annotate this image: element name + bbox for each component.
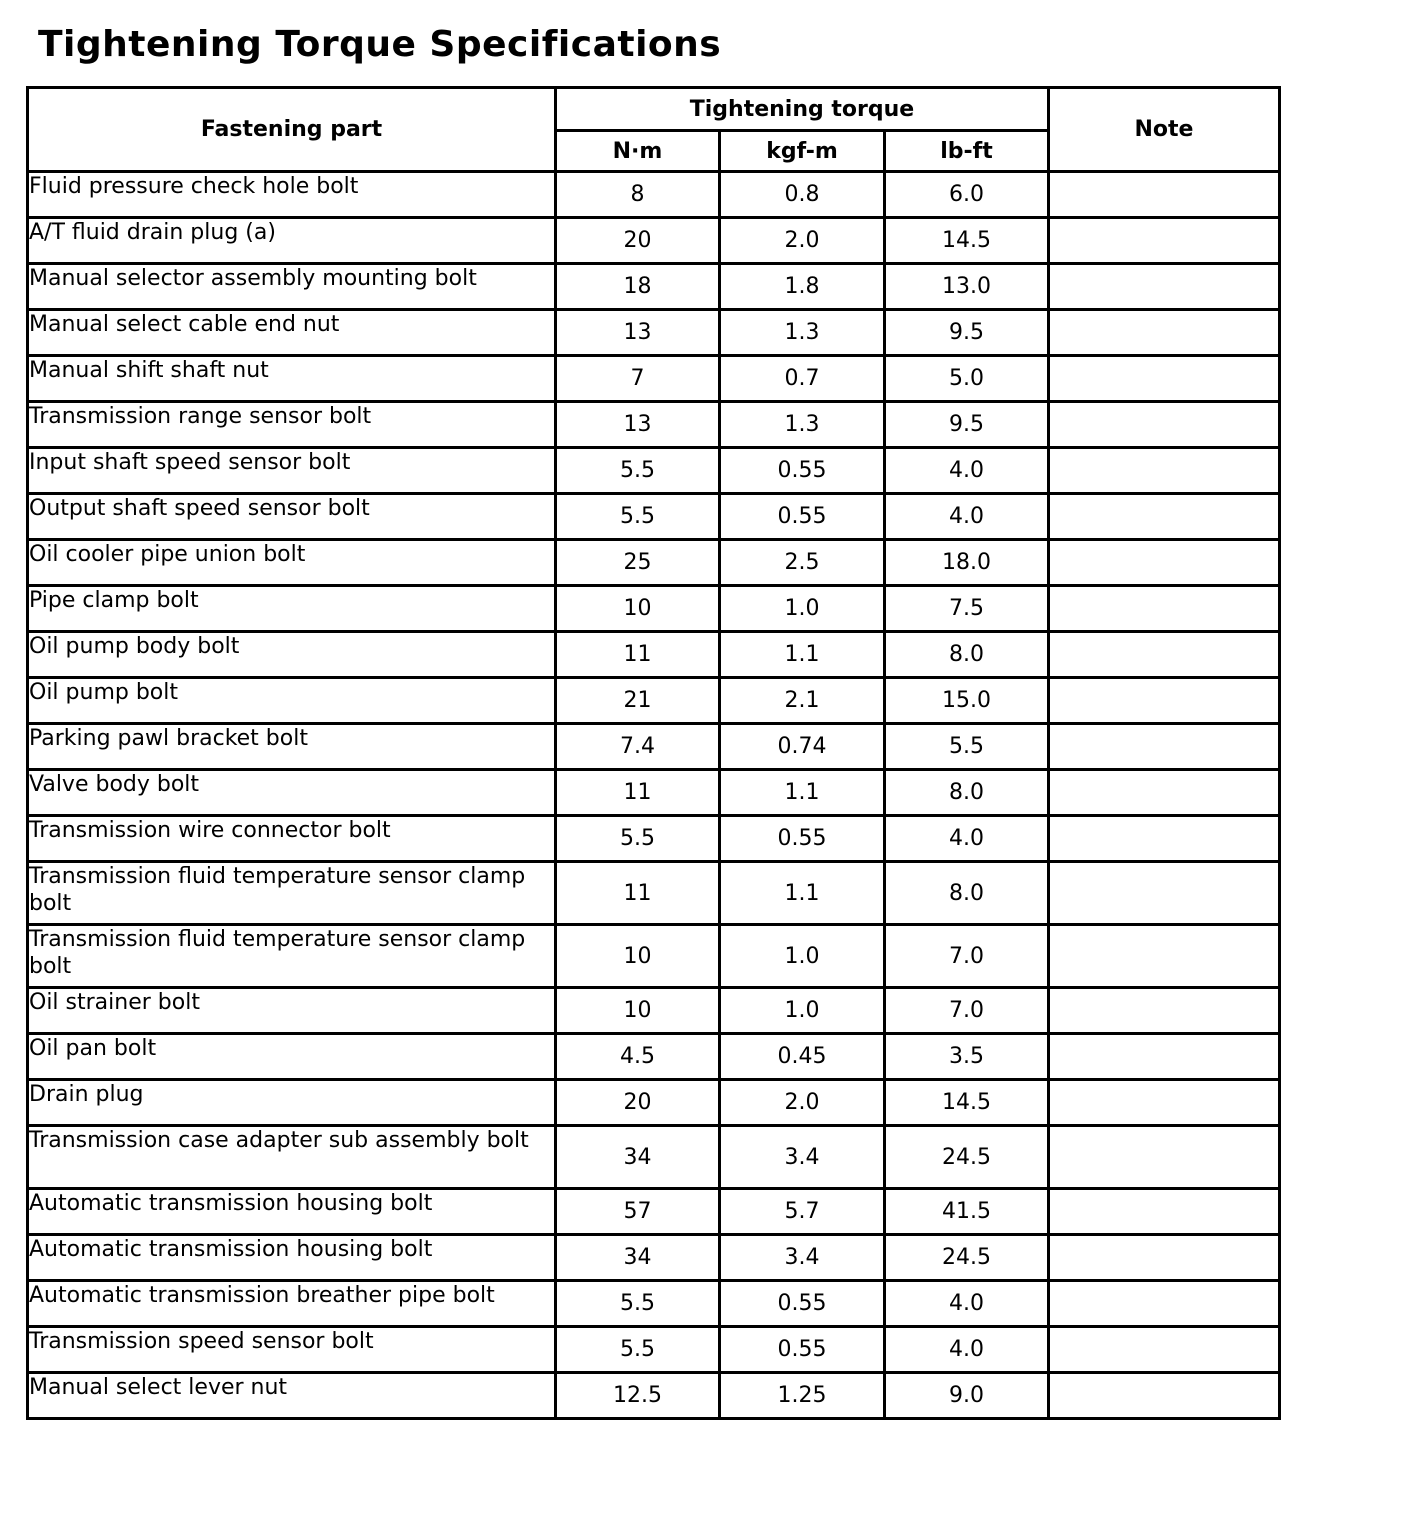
torque-lbft-cell: 5.0 bbox=[885, 356, 1049, 402]
note-cell bbox=[1049, 356, 1280, 402]
note-cell bbox=[1049, 1281, 1280, 1327]
torque-lbft-cell: 24.5 bbox=[885, 1126, 1049, 1189]
torque-lbft-cell: 8.0 bbox=[885, 770, 1049, 816]
torque-lbft-cell: 8.0 bbox=[885, 862, 1049, 925]
torque-kgfm-cell: 5.7 bbox=[720, 1189, 885, 1235]
torque-nm-cell: 57 bbox=[556, 1189, 720, 1235]
torque-spec-table bbox=[26, 86, 1281, 1420]
table-row bbox=[28, 448, 1280, 494]
fastening-part-cell: A/T fluid drain plug (a) bbox=[28, 218, 556, 264]
torque-kgfm-cell: 1.1 bbox=[720, 770, 885, 816]
note-cell bbox=[1049, 816, 1280, 862]
torque-nm-cell: 4.5 bbox=[556, 1034, 720, 1080]
torque-kgfm-cell: 0.55 bbox=[720, 494, 885, 540]
torque-kgfm-cell: 1.1 bbox=[720, 862, 885, 925]
table-row bbox=[28, 925, 1280, 988]
torque-lbft-cell: 9.5 bbox=[885, 310, 1049, 356]
note-cell bbox=[1049, 678, 1280, 724]
torque-lbft-cell: 15.0 bbox=[885, 678, 1049, 724]
table-row bbox=[28, 816, 1280, 862]
torque-kgfm-cell: 0.74 bbox=[720, 724, 885, 770]
note-cell bbox=[1049, 1126, 1280, 1189]
header-fastening-part: Fastening part bbox=[28, 88, 556, 172]
torque-nm-cell: 11 bbox=[556, 770, 720, 816]
note-cell bbox=[1049, 632, 1280, 678]
torque-lbft-cell: 8.0 bbox=[885, 632, 1049, 678]
note-cell bbox=[1049, 988, 1280, 1034]
fastening-part-cell: Oil pump body bolt bbox=[28, 632, 556, 678]
torque-kgfm-cell: 1.8 bbox=[720, 264, 885, 310]
table-row bbox=[28, 678, 1280, 724]
fastening-part-cell: Transmission range sensor bolt bbox=[28, 402, 556, 448]
page-title: Tightening Torque Specifications bbox=[38, 24, 722, 65]
torque-lbft-cell: 4.0 bbox=[885, 816, 1049, 862]
torque-kgfm-cell: 0.55 bbox=[720, 1281, 885, 1327]
fastening-part-cell: Manual select lever nut bbox=[28, 1373, 556, 1419]
torque-lbft-cell: 14.5 bbox=[885, 218, 1049, 264]
note-cell bbox=[1049, 494, 1280, 540]
fastening-part-cell: Parking pawl bracket bolt bbox=[28, 724, 556, 770]
note-cell bbox=[1049, 1034, 1280, 1080]
table-row bbox=[28, 632, 1280, 678]
torque-lbft-cell: 3.5 bbox=[885, 1034, 1049, 1080]
torque-nm-cell: 5.5 bbox=[556, 494, 720, 540]
note-cell bbox=[1049, 1373, 1280, 1419]
table-row bbox=[28, 1281, 1280, 1327]
fastening-part-cell: Automatic transmission housing bolt bbox=[28, 1235, 556, 1281]
note-cell bbox=[1049, 540, 1280, 586]
torque-nm-cell: 5.5 bbox=[556, 816, 720, 862]
note-cell bbox=[1049, 925, 1280, 988]
torque-lbft-cell: 4.0 bbox=[885, 448, 1049, 494]
torque-lbft-cell: 5.5 bbox=[885, 724, 1049, 770]
note-cell bbox=[1049, 1235, 1280, 1281]
note-cell bbox=[1049, 172, 1280, 218]
torque-nm-cell: 5.5 bbox=[556, 1281, 720, 1327]
header-tightening-torque: Tightening torque bbox=[556, 88, 1049, 131]
torque-lbft-cell: 24.5 bbox=[885, 1235, 1049, 1281]
fastening-part-cell: Transmission speed sensor bolt bbox=[28, 1327, 556, 1373]
table-row bbox=[28, 770, 1280, 816]
note-cell bbox=[1049, 586, 1280, 632]
torque-kgfm-cell: 3.4 bbox=[720, 1126, 885, 1189]
fastening-part-cell: Oil pump bolt bbox=[28, 678, 556, 724]
fastening-part-cell: Valve body bolt bbox=[28, 770, 556, 816]
torque-kgfm-cell: 2.0 bbox=[720, 1080, 885, 1126]
table-row bbox=[28, 494, 1280, 540]
torque-nm-cell: 18 bbox=[556, 264, 720, 310]
torque-lbft-cell: 14.5 bbox=[885, 1080, 1049, 1126]
torque-nm-cell: 13 bbox=[556, 310, 720, 356]
torque-nm-cell: 10 bbox=[556, 925, 720, 988]
header-unit-kgfm: kgf-m bbox=[720, 131, 885, 172]
table-row bbox=[28, 1373, 1280, 1419]
note-cell bbox=[1049, 402, 1280, 448]
torque-nm-cell: 10 bbox=[556, 586, 720, 632]
header-note: Note bbox=[1049, 88, 1280, 172]
fastening-part-cell: Automatic transmission breather pipe bolt bbox=[28, 1281, 556, 1327]
torque-lbft-cell: 4.0 bbox=[885, 1327, 1049, 1373]
table-header bbox=[28, 88, 1280, 172]
fastening-part-cell: Pipe clamp bolt bbox=[28, 586, 556, 632]
table-row bbox=[28, 988, 1280, 1034]
torque-lbft-cell: 9.0 bbox=[885, 1373, 1049, 1419]
torque-kgfm-cell: 0.55 bbox=[720, 816, 885, 862]
torque-nm-cell: 34 bbox=[556, 1126, 720, 1189]
table-row bbox=[28, 1327, 1280, 1373]
table-row bbox=[28, 310, 1280, 356]
torque-nm-cell: 11 bbox=[556, 862, 720, 925]
torque-kgfm-cell: 0.55 bbox=[720, 1327, 885, 1373]
fastening-part-cell: Manual shift shaft nut bbox=[28, 356, 556, 402]
torque-nm-cell: 21 bbox=[556, 678, 720, 724]
torque-nm-cell: 13 bbox=[556, 402, 720, 448]
fastening-part-cell: Transmission fluid temperature sensor clamp bolt bbox=[28, 925, 556, 988]
table-row bbox=[28, 586, 1280, 632]
torque-kgfm-cell: 2.1 bbox=[720, 678, 885, 724]
torque-kgfm-cell: 1.0 bbox=[720, 925, 885, 988]
fastening-part-cell: Automatic transmission housing bolt bbox=[28, 1189, 556, 1235]
torque-kgfm-cell: 0.7 bbox=[720, 356, 885, 402]
torque-nm-cell: 7.4 bbox=[556, 724, 720, 770]
table-row bbox=[28, 540, 1280, 586]
note-cell bbox=[1049, 218, 1280, 264]
torque-nm-cell: 8 bbox=[556, 172, 720, 218]
torque-kgfm-cell: 2.5 bbox=[720, 540, 885, 586]
torque-lbft-cell: 7.0 bbox=[885, 925, 1049, 988]
fastening-part-cell: Transmission case adapter sub assembly bolt bbox=[28, 1126, 556, 1189]
note-cell bbox=[1049, 310, 1280, 356]
fastening-part-cell: Transmission fluid temperature sensor clamp bolt bbox=[28, 862, 556, 925]
fastening-part-cell: Oil pan bolt bbox=[28, 1034, 556, 1080]
torque-nm-cell: 20 bbox=[556, 1080, 720, 1126]
note-cell bbox=[1049, 264, 1280, 310]
torque-nm-cell: 25 bbox=[556, 540, 720, 586]
note-cell bbox=[1049, 448, 1280, 494]
note-cell bbox=[1049, 862, 1280, 925]
header-unit-nm: N·m bbox=[556, 131, 720, 172]
table-row bbox=[28, 862, 1280, 925]
table-row bbox=[28, 1126, 1280, 1189]
torque-lbft-cell: 41.5 bbox=[885, 1189, 1049, 1235]
table-row bbox=[28, 1189, 1280, 1235]
table-row bbox=[28, 402, 1280, 448]
torque-lbft-cell: 7.5 bbox=[885, 586, 1049, 632]
torque-nm-cell: 7 bbox=[556, 356, 720, 402]
torque-kgfm-cell: 0.8 bbox=[720, 172, 885, 218]
fastening-part-cell: Oil strainer bolt bbox=[28, 988, 556, 1034]
table-row bbox=[28, 1080, 1280, 1126]
torque-nm-cell: 12.5 bbox=[556, 1373, 720, 1419]
torque-nm-cell: 20 bbox=[556, 218, 720, 264]
torque-kgfm-cell: 1.0 bbox=[720, 988, 885, 1034]
torque-lbft-cell: 9.5 bbox=[885, 402, 1049, 448]
fastening-part-cell: Drain plug bbox=[28, 1080, 556, 1126]
fastening-part-cell: Output shaft speed sensor bolt bbox=[28, 494, 556, 540]
torque-kgfm-cell: 0.55 bbox=[720, 448, 885, 494]
fastening-part-cell: Manual selector assembly mounting bolt bbox=[28, 264, 556, 310]
fastening-part-cell: Transmission wire connector bolt bbox=[28, 816, 556, 862]
torque-kgfm-cell: 1.3 bbox=[720, 402, 885, 448]
table-row bbox=[28, 356, 1280, 402]
torque-nm-cell: 10 bbox=[556, 988, 720, 1034]
torque-kgfm-cell: 1.25 bbox=[720, 1373, 885, 1419]
note-cell bbox=[1049, 724, 1280, 770]
torque-lbft-cell: 6.0 bbox=[885, 172, 1049, 218]
torque-kgfm-cell: 1.3 bbox=[720, 310, 885, 356]
note-cell bbox=[1049, 1080, 1280, 1126]
note-cell bbox=[1049, 770, 1280, 816]
table-row bbox=[28, 1235, 1280, 1281]
torque-kgfm-cell: 1.0 bbox=[720, 586, 885, 632]
fastening-part-cell: Oil cooler pipe union bolt bbox=[28, 540, 556, 586]
note-cell bbox=[1049, 1189, 1280, 1235]
note-cell bbox=[1049, 1327, 1280, 1373]
torque-kgfm-cell: 1.1 bbox=[720, 632, 885, 678]
table-row bbox=[28, 172, 1280, 218]
fastening-part-cell: Manual select cable end nut bbox=[28, 310, 556, 356]
torque-nm-cell: 5.5 bbox=[556, 1327, 720, 1373]
torque-lbft-cell: 13.0 bbox=[885, 264, 1049, 310]
header-unit-lbft: lb-ft bbox=[885, 131, 1049, 172]
table-row bbox=[28, 724, 1280, 770]
torque-lbft-cell: 4.0 bbox=[885, 1281, 1049, 1327]
table-body bbox=[28, 172, 1280, 1419]
table-row bbox=[28, 1034, 1280, 1080]
table-row bbox=[28, 264, 1280, 310]
torque-kgfm-cell: 0.45 bbox=[720, 1034, 885, 1080]
torque-kgfm-cell: 3.4 bbox=[720, 1235, 885, 1281]
torque-kgfm-cell: 2.0 bbox=[720, 218, 885, 264]
torque-lbft-cell: 4.0 bbox=[885, 494, 1049, 540]
fastening-part-cell: Input shaft speed sensor bolt bbox=[28, 448, 556, 494]
torque-nm-cell: 34 bbox=[556, 1235, 720, 1281]
fastening-part-cell: Fluid pressure check hole bolt bbox=[28, 172, 556, 218]
torque-nm-cell: 11 bbox=[556, 632, 720, 678]
torque-lbft-cell: 18.0 bbox=[885, 540, 1049, 586]
torque-nm-cell: 5.5 bbox=[556, 448, 720, 494]
torque-lbft-cell: 7.0 bbox=[885, 988, 1049, 1034]
table-row bbox=[28, 218, 1280, 264]
